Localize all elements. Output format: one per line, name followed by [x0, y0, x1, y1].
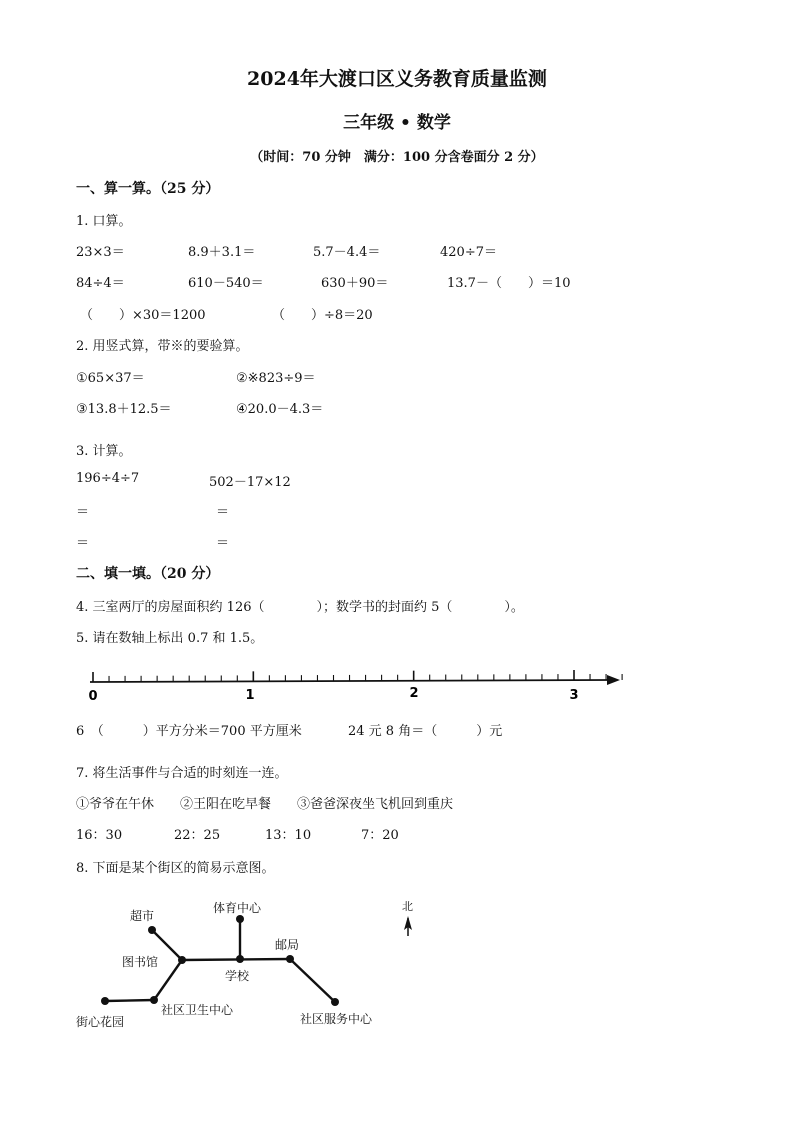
q1-r3-c1: （ ）×30＝1200 [80, 308, 206, 323]
q1-label: 1. 口算。 [76, 214, 132, 229]
supermarket-dot [148, 926, 156, 934]
number-line-label-0: 0 [88, 689, 98, 704]
q6-part1: 6 （ ）平方分米＝700 平方厘米 [76, 724, 302, 739]
q4-text: 4. 三室两厅的房屋面积约 126（ ）；数学书的封面约 5（ ）。 [76, 600, 524, 615]
number-line-axis [90, 680, 608, 682]
q7-time-1: 16：30 [76, 828, 123, 843]
q1-r1-c3: 5.7－4.4＝ [313, 245, 381, 260]
map-label-garden: 街心花园 [76, 1015, 125, 1029]
q2-item2: ②※823÷9＝ [236, 371, 316, 386]
q7-events: ①爷爷在午休 ②王阳在吃早餐 ③爸爸深夜坐飞机回到重庆 [76, 797, 454, 812]
q2-item4: ④20.0－4.3＝ [236, 402, 324, 417]
service-center-dot [331, 998, 339, 1006]
health-center-dot [150, 996, 158, 1004]
exam-title: 2024年大渡口区义务教育质量监测 [247, 68, 547, 90]
q2-item3: ③13.8＋12.5＝ [76, 402, 172, 417]
map-label-school: 学校 [225, 969, 250, 983]
q1-r3-c2: （ ）÷8＝20 [272, 308, 373, 323]
q5-text: 5. 请在数轴上标出 0.7 和 1.5。 [76, 631, 264, 646]
number-line-label-2: 2 [409, 686, 419, 701]
q3-eq: ＝ [76, 536, 90, 551]
q3-eq: ＝ [216, 536, 230, 551]
q7-time-4: 7：20 [361, 828, 399, 843]
q1-r2-c3: 630＋90＝ [321, 276, 389, 291]
q7-time-2: 22：25 [174, 828, 221, 843]
map-label-supermarket: 超市 [130, 909, 155, 923]
q1-r2-c4: 13.7－（ ）＝10 [447, 276, 571, 291]
q1-r1-c2: 8.9＋3.1＝ [188, 245, 256, 260]
school-dot [236, 955, 244, 963]
q2-label: 2. 用竖式算，带※的要验算。 [76, 339, 249, 354]
post-office-dot [286, 955, 294, 963]
library-dot [178, 956, 186, 964]
q3-item1: 196÷4÷7 [76, 471, 140, 486]
garden-dot [101, 997, 109, 1005]
q1-r2-c1: 84÷4＝ [76, 276, 125, 291]
map-label-library: 图书馆 [122, 955, 159, 969]
section1-heading: 一、算一算。（25 分） [76, 181, 220, 197]
number-line-label-3: 3 [569, 688, 579, 703]
compass-north-label: 北 [402, 900, 413, 913]
number-line-arrow [607, 675, 620, 685]
map-label-sports: 体育中心 [213, 901, 262, 915]
q2-item1: ①65×37＝ [76, 371, 145, 386]
sports-center-dot [236, 915, 244, 923]
exam-info: （时间：70 分钟 满分：100 分含卷面分 2 分） [250, 150, 544, 165]
q7-label: 7. 将生活事件与合适的时刻连一连。 [76, 766, 288, 781]
q7-time-3: 13：10 [265, 828, 312, 843]
section2-heading: 二、填一填。（20 分） [76, 566, 220, 582]
q8-label: 8. 下面是某个街区的简易示意图。 [76, 861, 275, 876]
compass-arrow-icon [404, 916, 412, 936]
q1-r1-c1: 23×3＝ [76, 245, 125, 260]
street-map [60, 890, 440, 1040]
q3-eq: ＝ [216, 505, 230, 520]
map-label-post: 邮局 [275, 938, 300, 952]
number-line [80, 660, 625, 704]
q3-item2: 502－17×12 [209, 475, 291, 490]
number-line-label-1: 1 [245, 688, 255, 703]
map-label-service: 社区服务中心 [300, 1012, 373, 1026]
exam-subtitle: 三年级 • 数学 [343, 113, 451, 133]
q3-label: 3. 计算。 [76, 444, 132, 459]
q1-r1-c4: 420÷7＝ [440, 245, 497, 260]
map-label-health: 社区卫生中心 [161, 1003, 234, 1017]
q3-eq: ＝ [76, 505, 90, 520]
q1-r2-c2: 610－540＝ [188, 276, 264, 291]
q6-part2: 24 元 8 角＝（ ）元 [348, 724, 503, 739]
